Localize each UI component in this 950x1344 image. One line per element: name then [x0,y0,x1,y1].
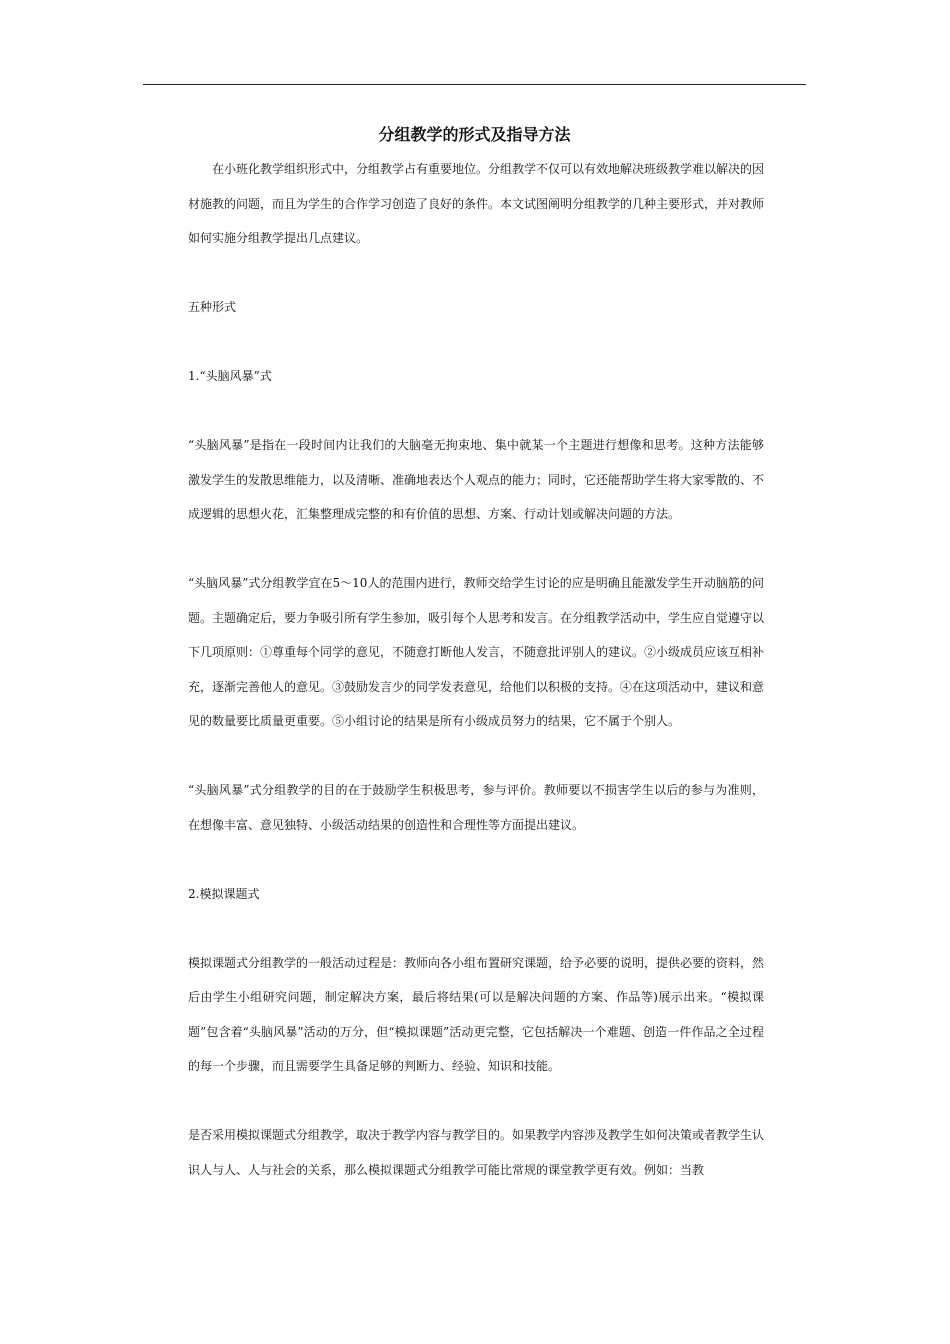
header-rule [143,84,806,85]
paragraph-brainstorm-rules: “头脑风暴”式分组教学宜在5～10人的范围内进行，教师交给学生讨论的应是明确且能激发学生开动脑筋的问题。主题确定后，要力争吸引所有学生参加，吸引每个人思考和发言。在分组教学活动中，学生应自觉遵守以下几项原则：①尊重每个同学的意见，不随意打断他人发言，不随意批评别人的建议。②小级成员应该互相补充，逐渐完善他人的意见。③鼓励发言少的同学发表意见，给他们以积极的支持。④在这项活动中，建议和意见的数量要比质量更重要。⑤小组讨论的结果是所有小级成员努力的结果，它不属于个别人。 [188,576,765,728]
blank-line [188,256,764,291]
document-body [188,152,764,1187]
paragraph-brainstorm-purpose: “头脑风暴”式分组教学的目的在于鼓励学生积极思考，参与评价。教师要以不损害学生以后的参与为准则，在想像丰富、意见独特、小级活动结果的创造性和合理性等方面提出建议。 [188,783,764,832]
document-title: 分组教学的形式及指导方法 [378,125,571,144]
section-heading-five-forms: 五种形式 [188,300,237,314]
paragraph-simulated-process: 模拟课题式分组教学的一般活动过程是：教师向各小组布置研究课题，给予必要的说明，提供必要的资料，然后由学生小组研究问题，制定解决方案，最后将结果(可以是解决问题的方案、作品等)展示出来。“模拟课题”包含着“头脑风暴”活动的万分，但“模拟课题”活动更完整，它包括解决一个难题、创造一件作品之全过程的每一个步骤，而且需要学生具备足够的判断力、经验、知识和技能。 [188,955,765,1073]
paragraph-simulated-usage: 是否采用模拟课题式分组教学，取决于教学内容与教学目的。如果教学内容涉及教学生如何决策或者教学生认识人与人、人与社会的关系，那么模拟课题式分组教学可能比常规的课堂教学更有效。例如：当教 [188,1128,765,1177]
blank-line [188,739,764,774]
intro-paragraph: 在小班化教学组织形式中，分组教学占有重要地位。分组教学不仅可以有效地解决班级教学难以解决的因材施教的问题，而且为学生的合作学习创造了良好的条件。本文试图阐明分组教学的几种主要形式，并对教师如何实施分组教学提出几点建议。 [188,162,765,245]
blank-line [188,1084,764,1119]
blank-line [188,911,764,946]
paragraph-brainstorm-definition: “头脑风暴”是指在一段时间内让我们的大脑毫无拘束地、集中就某一个主题进行想像和思考。这种方法能够激发学生的发散思维能力，以及清晰、准确地表达个人观点的能力；同时，它还能帮助学生将大家零散的、不成逻辑的思想火花，汇集整理成完整的和有价值的思想、方案、行动计划或解决问题的方法。 [188,438,765,521]
subheading-simulated-topic: 2.模拟课题式 [188,886,260,901]
blank-line [188,842,764,877]
subheading-brainstorm: 1.“头脑风暴”式 [188,369,272,383]
blank-line [188,532,764,567]
blank-line [188,325,764,360]
blank-line [188,394,764,429]
